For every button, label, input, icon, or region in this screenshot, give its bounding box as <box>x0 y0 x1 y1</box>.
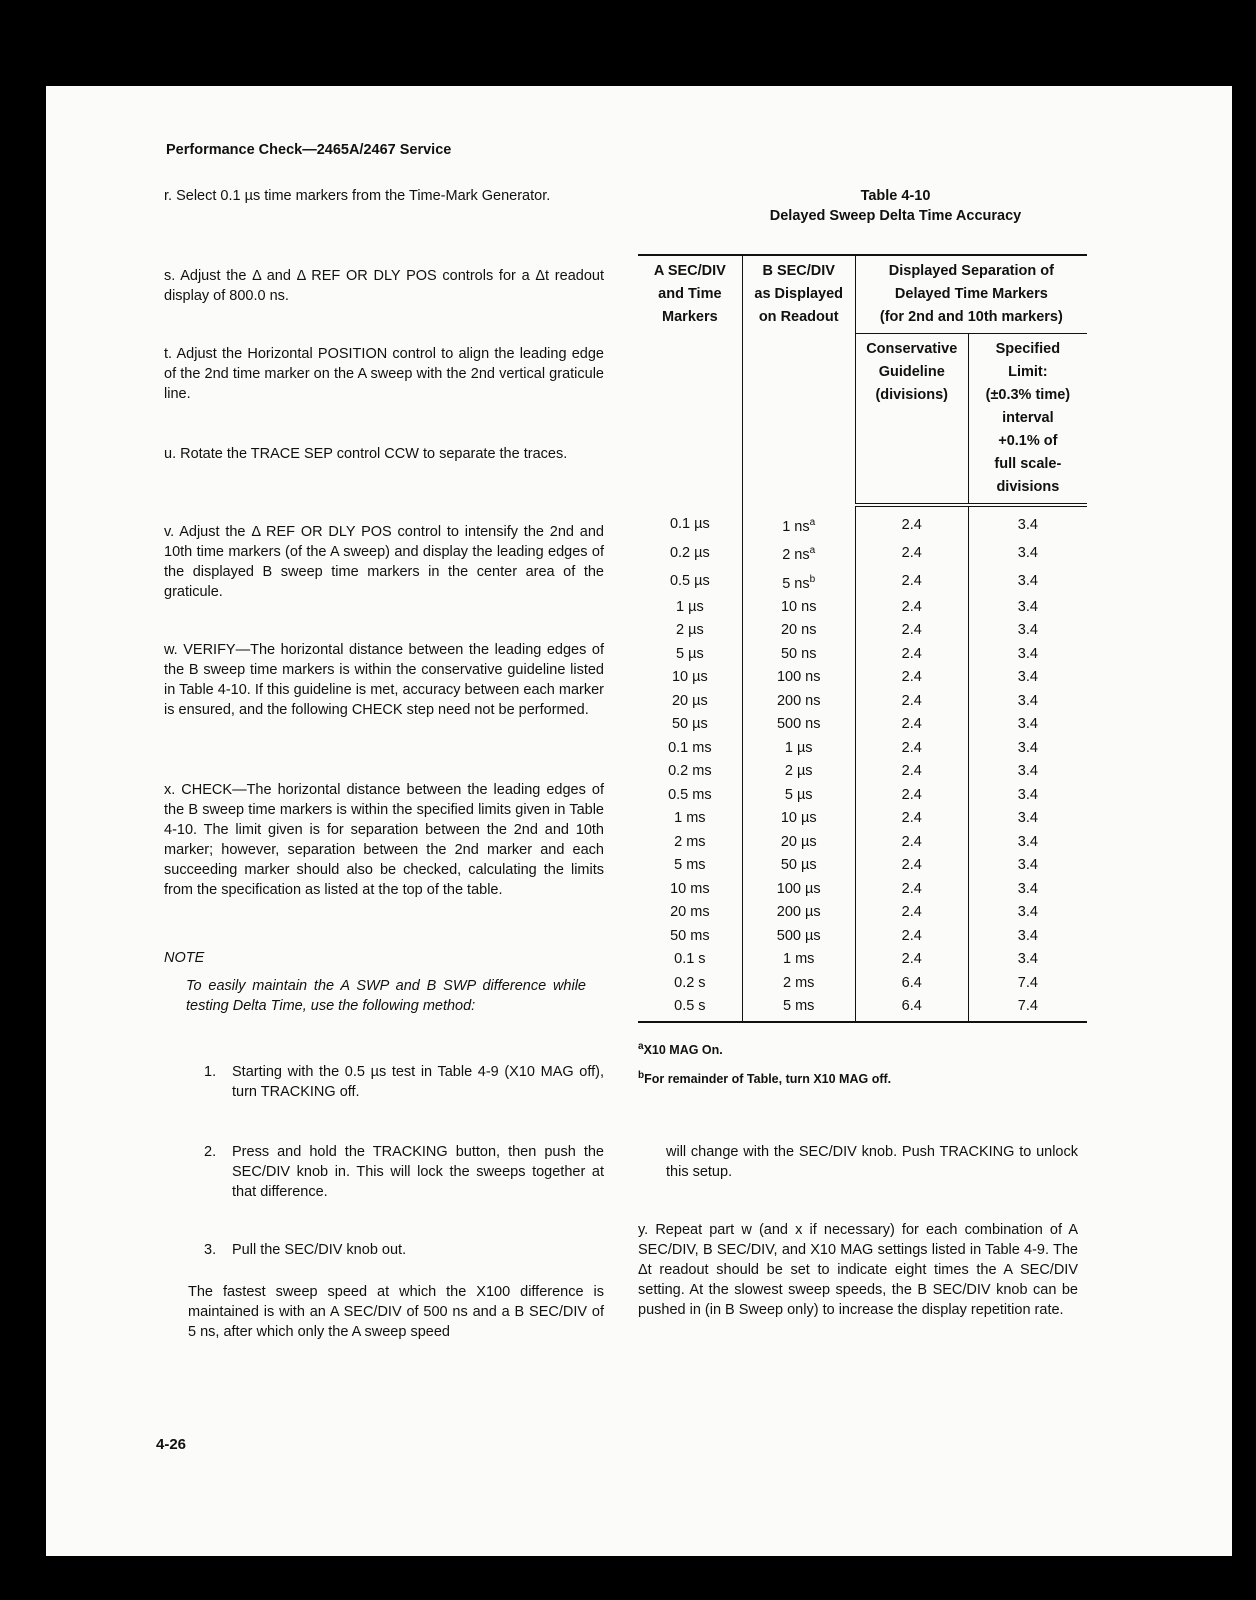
cell-b-sec-div: 500 µs <box>742 925 855 949</box>
table-row <box>638 643 1087 667</box>
cell-a-sec-div: 0.2 s <box>674 974 706 991</box>
cell-b-sec-div: 1 µs <box>742 737 855 761</box>
cell-b-sec-div: 5 ms <box>742 995 855 1022</box>
cell-limit: 3.4 <box>968 901 1087 925</box>
table-row <box>638 505 1087 539</box>
step-v: v. Adjust the Δ REF OR DLY POS control to intensify the 2nd and 10th time markers (of the A sweep) and display the leading edges of the displayed B sweep time markers in the center area of the graticule. <box>164 524 604 600</box>
page-number: 4-26 <box>156 1436 187 1453</box>
cell-limit: 3.4 <box>968 666 1087 690</box>
cell-limit: 3.4 <box>968 831 1087 855</box>
table-row <box>638 901 1087 925</box>
cell-a-sec-div: 2 µs <box>676 622 704 639</box>
cell-a-sec-div: 50 ms <box>670 927 710 944</box>
cell-b-sec-div: 2 µs <box>742 760 855 784</box>
cell-b-sec-div: 1 $ns^a$ <box>742 505 855 539</box>
table-body <box>638 505 1087 1022</box>
cell-guideline: 2.4 <box>855 831 968 855</box>
col-b-header: B SEC/DIV as Displayed on Readout <box>742 255 855 505</box>
table-row <box>638 784 1087 808</box>
cell-guideline: 2.4 <box>855 760 968 784</box>
cell-limit: 3.4 <box>968 568 1087 596</box>
cell-b-sec-div: 10 µs <box>742 807 855 831</box>
footnote: $^b$For remainder of Table, turn X10 MAG off. <box>638 1070 892 1087</box>
method-text: Pull the SEC/DIV knob out. <box>232 1242 407 1258</box>
cell-guideline: 2.4 <box>855 619 968 643</box>
cell-limit: 3.4 <box>968 690 1087 714</box>
running-header: Performance Check—2465A/2467 Service <box>166 142 452 158</box>
cell-a-sec-div: 0.2 ms <box>668 763 712 780</box>
document-page <box>46 86 1232 1556</box>
col-c-header: Conservative Guideline (divisions) <box>855 334 968 506</box>
col-d-header: Specified Limit: (±0.3% time) interval +0.1% of full scale- divisions <box>968 334 1087 506</box>
step-u: u. Rotate the TRACE SEP control CCW to separate the traces. <box>164 446 568 462</box>
cell-a-sec-div: 0.5 µs <box>669 573 710 590</box>
method-item <box>204 1240 604 1260</box>
accuracy-table <box>638 254 1087 1023</box>
group-header: Displayed Separation of Delayed Time Markers (for 2nd and 10th markers) <box>855 255 1087 334</box>
cell-a-sec-div: 0.5 ms <box>668 786 712 803</box>
table-row <box>638 666 1087 690</box>
table-row <box>638 760 1087 784</box>
cell-limit: 3.4 <box>968 737 1087 761</box>
table-row <box>638 831 1087 855</box>
table-row <box>638 539 1087 567</box>
table-section <box>638 186 1153 1023</box>
table-row <box>638 878 1087 902</box>
table-row <box>638 713 1087 737</box>
cell-a-sec-div: 10 µs <box>671 669 708 686</box>
cell-guideline: 2.4 <box>855 948 968 972</box>
cell-a-sec-div: 50 µs <box>671 716 708 733</box>
method-number: 3. <box>204 1242 217 1258</box>
cell-a-sec-div: 0.1 µs <box>669 516 710 533</box>
cell-a-sec-div: 0.5 s <box>638 995 742 1022</box>
cell-guideline: 2.4 <box>855 737 968 761</box>
cell-b-sec-div: 5 µs <box>742 784 855 808</box>
table-row <box>638 737 1087 761</box>
cell-limit: 3.4 <box>968 784 1087 808</box>
step-s: s. Adjust the Δ and Δ REF OR DLY POS controls for a Δt readout display of 800.0 ns. <box>164 268 604 304</box>
note-heading: NOTE <box>164 950 205 966</box>
cell-b-sec-div: 200 ns <box>742 690 855 714</box>
cell-a-sec-div: 5 µs <box>676 645 704 662</box>
cell-guideline: 2.4 <box>855 901 968 925</box>
cell-limit: 7.4 <box>968 972 1087 996</box>
cell-guideline: 2.4 <box>855 807 968 831</box>
cell-b-sec-div: 20 ns <box>742 619 855 643</box>
cell-a-sec-div: 20 ms <box>670 904 710 921</box>
cell-guideline: 2.4 <box>855 643 968 667</box>
cell-b-sec-div: 100 µs <box>742 878 855 902</box>
cell-limit: 3.4 <box>968 539 1087 567</box>
cell-a-sec-div: 0.1 s <box>674 951 706 968</box>
cell-limit: 3.4 <box>968 505 1087 539</box>
table-row <box>638 596 1087 620</box>
table-row <box>638 854 1087 878</box>
table-row <box>638 568 1087 596</box>
cell-a-sec-div: 0.2 µs <box>669 544 710 561</box>
table-footnotes <box>638 1034 891 1092</box>
step-y: y. Repeat part w (and x if necessary) for each combination of A SEC/DIV, B SEC/DIV, and X10 MAG settings listed in Table 4-9. The Δt readout should be set to indicate eight times the A SEC/DIV setting. At the slowest sweep speeds, the B SEC/DIV knob can be pushed in (in B Sweep only) to increase the display repetition rate. <box>638 1222 1078 1318</box>
cell-b-sec-div: 50 µs <box>742 854 855 878</box>
col-a-header: A SEC/DIV and Time Markers <box>653 263 726 325</box>
method-item <box>204 1062 604 1102</box>
step-t: t. Adjust the Horizontal POSITION control to align the leading edge of the 2nd time marker on the A sweep with the 2nd vertical graticule line. <box>164 346 604 402</box>
cell-a-sec-div: 0.1 ms <box>668 739 712 756</box>
cell-a-sec-div: 1 ms <box>674 810 706 827</box>
table-row <box>638 925 1087 949</box>
table-row <box>638 995 1087 1022</box>
cell-guideline: 2.4 <box>855 878 968 902</box>
cell-guideline: 2.4 <box>855 713 968 737</box>
method-number: 1. <box>204 1064 217 1080</box>
method-text: Starting with the 0.5 µs test in Table 4-9 (X10 MAG off), turn TRACKING off. <box>232 1064 604 1100</box>
cell-b-sec-div: 50 ns <box>742 643 855 667</box>
footnote: $^a$X10 MAG On. <box>638 1041 723 1058</box>
cell-guideline: 2.4 <box>855 690 968 714</box>
table-number: Table 4-10 <box>860 188 931 204</box>
cell-limit: 3.4 <box>968 854 1087 878</box>
table-row <box>638 619 1087 643</box>
cell-a-sec-div: 20 µs <box>671 692 708 709</box>
cell-limit: 3.4 <box>968 760 1087 784</box>
cell-guideline: 2.4 <box>855 568 968 596</box>
cell-guideline: 2.4 <box>855 596 968 620</box>
cell-guideline: 2.4 <box>855 925 968 949</box>
cell-b-sec-div: 2 $ns^a$ <box>742 539 855 567</box>
cell-limit: 3.4 <box>968 643 1087 667</box>
cell-b-sec-div: 20 µs <box>742 831 855 855</box>
cell-b-sec-div: 1 ms <box>742 948 855 972</box>
method-number: 2. <box>204 1144 217 1160</box>
cell-guideline: 2.4 <box>855 854 968 878</box>
table-row <box>638 948 1087 972</box>
cell-a-sec-div: 5 ms <box>674 857 706 874</box>
cell-b-sec-div: 500 ns <box>742 713 855 737</box>
cell-limit: 3.4 <box>968 807 1087 831</box>
step-w: w. VERIFY—The horizontal distance between the leading edges of the B sweep time markers is within the conservative guideline listed in Table 4-10. If this guideline is met, accuracy between each marker is ensured, and the following CHECK step need not be performed. <box>164 642 604 718</box>
note-body: To easily maintain the A SWP and B SWP difference while testing Delta Time, use the following method: <box>186 978 586 1014</box>
step-x: x. CHECK—The horizontal distance between the leading edges of the B sweep time markers is within the specified limits given in Table 4-10. The limit given is for separation between the 2nd and 10th marker; however, separation between the 2nd marker and each succeeding marker should also be checked, calculating the limits from the specification as listed at the top of the table. <box>164 782 604 898</box>
cell-limit: 3.4 <box>968 948 1087 972</box>
cell-limit: 3.4 <box>968 925 1087 949</box>
table-title: Delayed Sweep Delta Time Accuracy <box>769 208 1022 224</box>
closing-paragraph: The fastest sweep speed at which the X100 difference is maintained is with an A SEC/DIV of 500 ns and a B SEC/DIV of 5 ns, after which only the A sweep speed <box>188 1284 604 1340</box>
cell-guideline: 2.4 <box>855 505 968 539</box>
table-row <box>638 807 1087 831</box>
table-row <box>638 690 1087 714</box>
continued-paragraph: will change with the SEC/DIV knob. Push TRACKING to unlock this setup. <box>666 1144 1078 1180</box>
cell-limit: 3.4 <box>968 713 1087 737</box>
cell-a-sec-div: 2 ms <box>674 833 706 850</box>
cell-b-sec-div: 10 ns <box>742 596 855 620</box>
cell-b-sec-div: 2 ms <box>742 972 855 996</box>
cell-a-sec-div: 1 µs <box>676 598 704 615</box>
method-item <box>204 1142 604 1202</box>
step-r: r. Select 0.1 µs time markers from the Time-Mark Generator. <box>164 188 551 204</box>
table-row <box>638 972 1087 996</box>
cell-a-sec-div: 10 ms <box>670 880 710 897</box>
cell-guideline: 2.4 <box>855 539 968 567</box>
cell-limit: 3.4 <box>968 878 1087 902</box>
cell-b-sec-div: 100 ns <box>742 666 855 690</box>
cell-limit: 7.4 <box>968 995 1087 1022</box>
cell-limit: 3.4 <box>968 596 1087 620</box>
cell-guideline: 6.4 <box>855 995 968 1022</box>
cell-limit: 3.4 <box>968 619 1087 643</box>
method-text: Press and hold the TRACKING button, then push the SEC/DIV knob in. This will lock the sweeps together at that difference. <box>232 1144 604 1200</box>
cell-b-sec-div: 200 µs <box>742 901 855 925</box>
cell-guideline: 2.4 <box>855 666 968 690</box>
cell-b-sec-div: 5 $ns^b$ <box>742 568 855 596</box>
cell-guideline: 2.4 <box>855 784 968 808</box>
cell-guideline: 6.4 <box>855 972 968 996</box>
